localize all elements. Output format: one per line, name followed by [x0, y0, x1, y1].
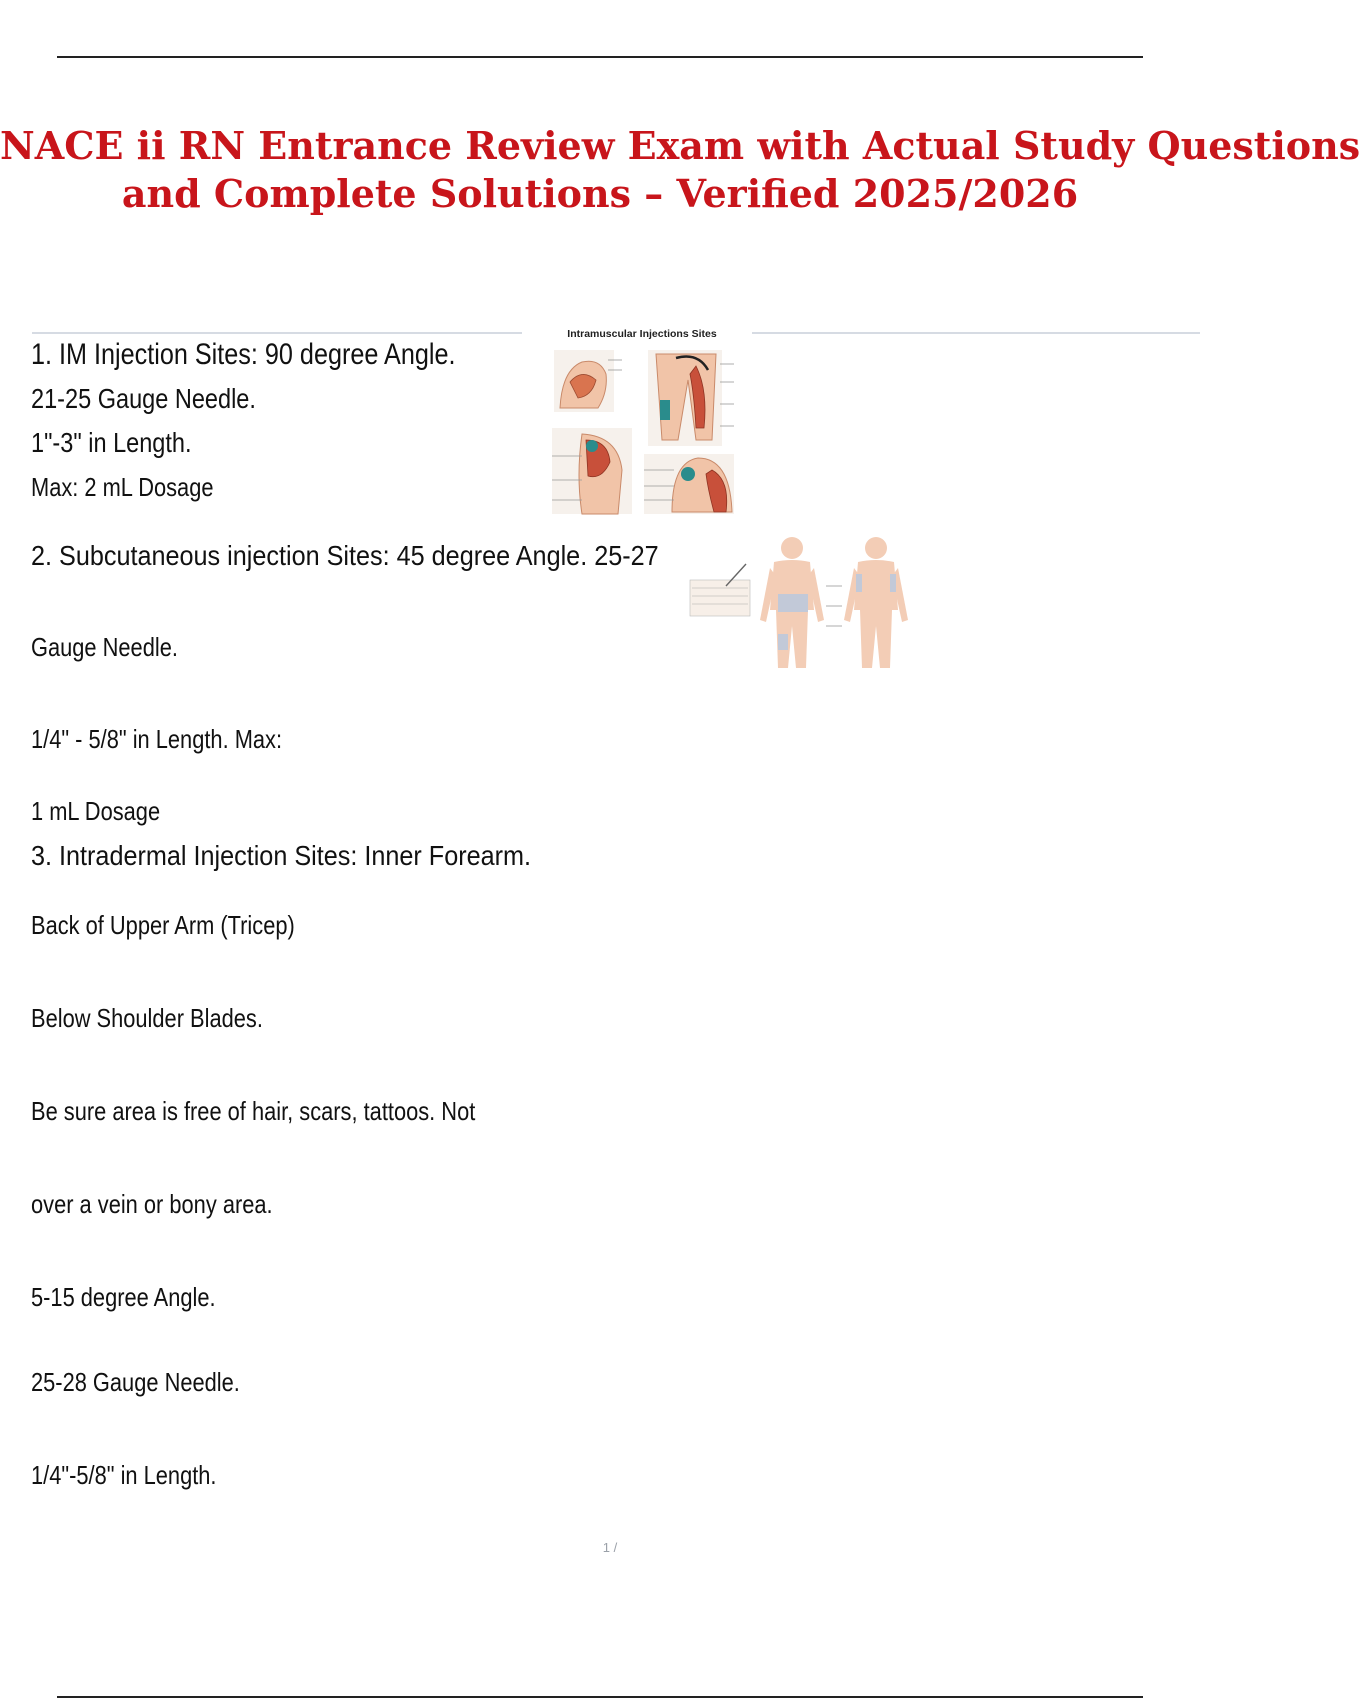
intradermal-site-shoulder-blades: Below Shoulder Blades.: [31, 1003, 263, 1033]
subq-gauge: Gauge Needle.: [31, 632, 178, 662]
top-rule: [57, 56, 1143, 58]
im-gauge: 21-25 Gauge Needle.: [31, 383, 256, 414]
title-line-1: NACE ii RN Entrance Review Exam with Actual Study Questions: [0, 123, 1360, 168]
figure-title: Intramuscular Injections Sites: [567, 328, 717, 340]
intradermal-length: 1/4"-5/8" in Length.: [31, 1460, 217, 1490]
section-separator-right: [752, 332, 1200, 334]
document-title: [0, 122, 1360, 218]
bottom-rule: [57, 1696, 1143, 1698]
intramuscular-sites-figure: [548, 330, 736, 516]
intradermal-gauge: 25-28 Gauge Needle.: [31, 1367, 240, 1397]
subq-max-dosage: 1 mL Dosage: [31, 796, 161, 826]
im-max-dosage: Max: 2 mL Dosage: [31, 472, 214, 502]
im-length: 1"-3" in Length.: [31, 427, 192, 458]
im-anatomy-illustration: [548, 330, 736, 516]
intradermal-site-tricep: Back of Upper Arm (Tricep): [31, 910, 295, 940]
intradermal-heading: 3. Intradermal Injection Sites: Inner Forearm.: [31, 840, 532, 871]
section-separator-left: [32, 332, 522, 334]
subq-heading: 2. Subcutaneous injection Sites: 45 degree Angle. 25-27: [31, 540, 659, 571]
subq-length: 1/4" - 5/8" in Length. Max:: [31, 724, 283, 754]
page-number: 1 /: [602, 1540, 618, 1555]
im-heading: 1. IM Injection Sites: 90 degree Angle.: [31, 338, 456, 371]
intradermal-angle: 5-15 degree Angle.: [31, 1282, 216, 1312]
intradermal-precaution-1: Be sure area is free of hair, scars, tattoos. Not: [31, 1096, 476, 1126]
intradermal-precaution-2: over a vein or bony area.: [31, 1189, 273, 1219]
title-line-2: and Complete Solutions – Verified 2025/2026: [121, 171, 1079, 216]
subcutaneous-sites-figure: [686, 530, 922, 670]
subq-body-illustration: [686, 530, 922, 670]
